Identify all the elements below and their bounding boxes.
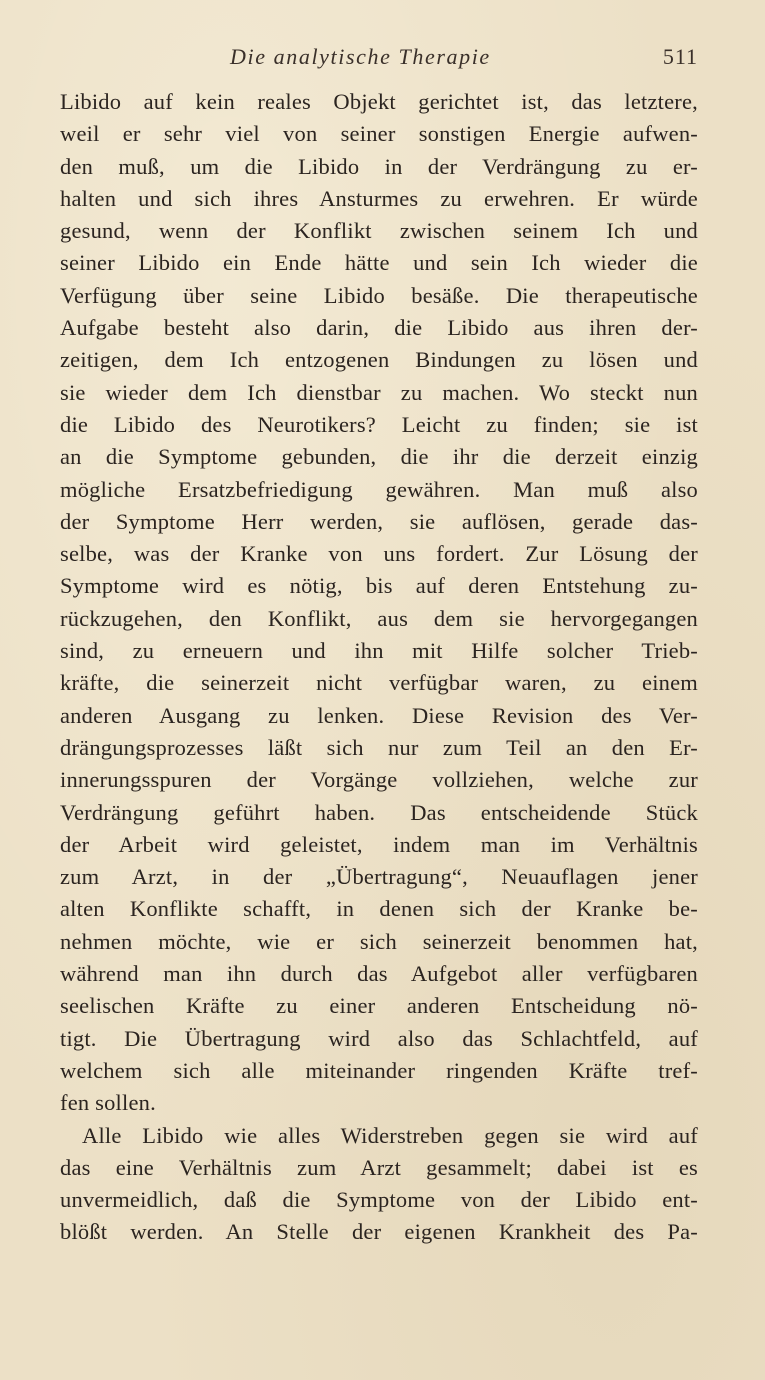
text-line: Verfügung über seine Libido besäße. Die therapeutische [60,282,698,308]
text-line: Alle Libido wie alles Widerstreben gegen sie wird auf [82,1122,698,1148]
text-line: blößt werden. An Stelle der eigenen Krankheit des Pa- [60,1219,698,1245]
text-line: kräfte, die seinerzeit nicht verfügbar waren, zu einem [60,670,698,696]
text-line: welchem sich alle miteinander ringenden Kräfte tref- [60,1057,698,1083]
running-title: Die analytische Therapie [230,44,491,69]
text-line: innerungsspuren der Vorgänge vollziehen, welche zur [60,767,698,793]
text-line: während man ihn durch das Aufgebot aller verfügbaren [60,961,698,987]
text-line: fen sollen. [60,1090,156,1116]
text-line: mögliche Ersatzbefriedigung gewähren. Man muß also [60,476,698,502]
running-head [60,44,698,84]
text-line: sind, zu erneuern und ihn mit Hilfe solcher Trieb- [60,638,698,664]
text-line: gesund, wenn der Konflikt zwischen seinem Ich und [60,218,698,244]
text-line: Symptome wird es nötig, bis auf deren Entstehung zu- [60,573,698,599]
text-line: sie wieder dem Ich dienstbar zu machen. Wo steckt nun [60,379,698,405]
text-line: selbe, was der Kranke von uns fordert. Zur Lösung der [60,541,698,567]
text-line: seiner Libido ein Ende hätte und sein Ich wieder die [60,250,698,276]
text-line: drängungsprozesses läßt sich nur zum Teil an den Er- [60,734,698,760]
text-line: der Arbeit wird geleistet, indem man im Verhältnis [60,831,698,857]
paragraph [60,86,698,1120]
text-line: das eine Verhältnis zum Arzt gesammelt; dabei ist es [60,1154,698,1180]
text-line: rückzugehen, den Konflikt, aus dem sie hervorgegangen [60,605,698,631]
text-line: an die Symptome gebunden, die ihr die derzeit einzig [60,444,698,470]
page-number: 511 [662,44,698,69]
text-line: zum Arzt, in der „Übertragung“, Neuauflagen jener [60,864,698,890]
text-line: zeitigen, dem Ich entzogenen Bindungen zu lösen und [60,347,698,373]
text-line: seelischen Kräfte zu einer anderen Entscheidung nö- [60,993,698,1019]
text-line: unvermeidlich, daß die Symptome von der Libido ent- [60,1187,698,1213]
text-line: der Symptome Herr werden, sie auflösen, gerade das- [60,508,698,534]
body-text [60,86,698,1249]
text-line: den muß, um die Libido in der Verdrängung zu er- [60,153,698,179]
text-line: anderen Ausgang zu lenken. Diese Revision des Ver- [60,702,698,728]
text-line: alten Konflikte schafft, in denen sich der Kranke be- [60,896,698,922]
text-line: tigt. Die Übertragung wird also das Schlachtfeld, auf [60,1025,698,1051]
text-line: Aufgabe besteht also darin, die Libido aus ihren der- [60,315,698,341]
text-line: weil er sehr viel von seiner sonstigen Energie aufwen- [60,121,698,147]
text-line: die Libido des Neurotikers? Leicht zu finden; sie ist [60,411,698,437]
text-line: Libido auf kein reales Objekt gerichtet ist, das letztere, [60,89,698,114]
text-line: halten und sich ihres Ansturmes zu erwehren. Er würde [60,185,698,211]
text-line: Verdrängung geführt haben. Das entscheidende Stück [60,799,698,825]
text-line: nehmen möchte, wie er sich seinerzeit benommen hat, [60,928,698,954]
paragraph [60,1120,698,1249]
